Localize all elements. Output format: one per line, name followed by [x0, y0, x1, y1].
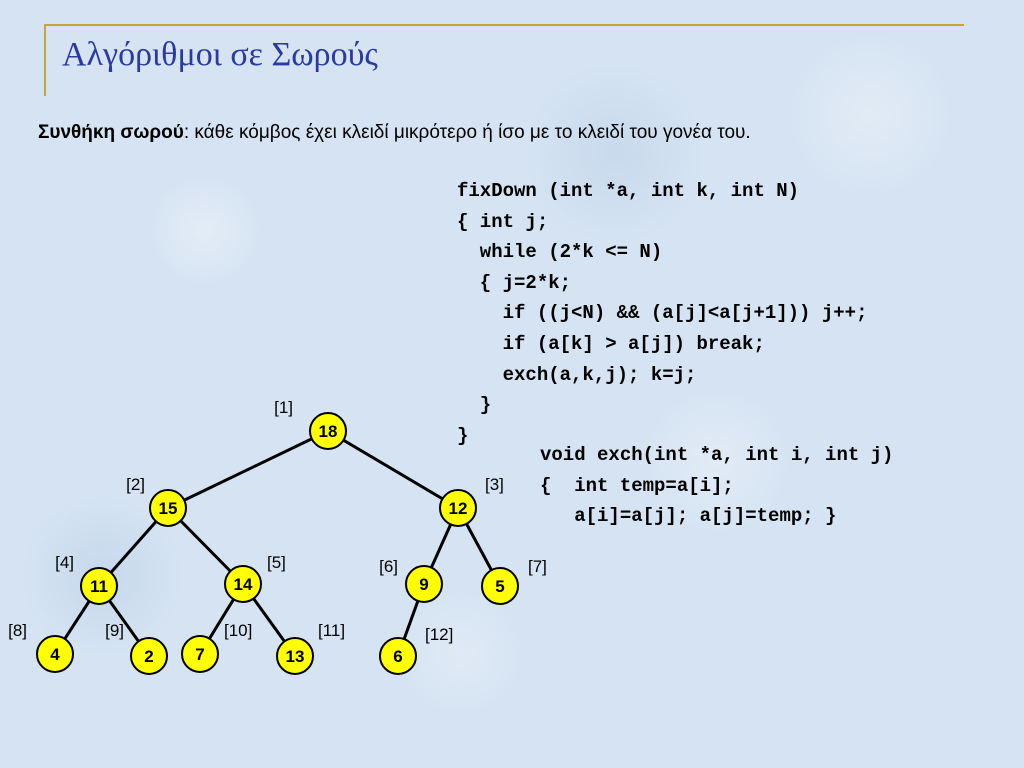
slide-title: Αλγόριθμοι σε Σωρούς — [62, 36, 378, 73]
fixdown-code-line: while (2*k <= N) — [457, 241, 663, 264]
heap-node-index: [10] — [224, 621, 253, 640]
heap-node-index: [3] — [485, 475, 504, 494]
fixdown-code-line: { int j; — [457, 210, 549, 233]
fixdown-code-line: } — [457, 394, 492, 417]
heap-node-key: 18 — [318, 422, 338, 441]
exch-code-line: a[i]=a[j]; a[j]=temp; } — [540, 505, 837, 528]
tree-edge — [168, 431, 328, 508]
heap-node-key: 12 — [448, 499, 468, 518]
heap-node-key: 7 — [195, 645, 205, 664]
heap-node-key: 13 — [285, 647, 305, 666]
heap-node-key: 4 — [50, 645, 60, 664]
exch-code-line: void exch(int *a, int i, int j) — [540, 444, 894, 466]
exch-code-line: { int temp=a[i]; — [540, 474, 734, 497]
heap-node-key: 14 — [233, 575, 253, 594]
heap-node-key: 9 — [419, 575, 429, 594]
fixdown-code-line: } — [457, 424, 469, 447]
heap-node-index: [6] — [379, 557, 398, 576]
heap-node-index: [1] — [274, 398, 293, 417]
fixdown-code-line: { j=2*k; — [457, 271, 572, 294]
heap-node-index: [12] — [425, 625, 454, 644]
heap-node-index: [11] — [318, 621, 346, 640]
heap-node-index: [9] — [105, 621, 124, 640]
heap-node-key: 6 — [393, 647, 403, 666]
tree-edge — [328, 431, 458, 508]
heap-node-index: [7] — [528, 557, 547, 576]
heap-condition-term: Συνθήκη σωρού — [38, 122, 184, 143]
fixdown-code-line: if (a[k] > a[j]) break; — [457, 332, 765, 355]
heap-node-index: [4] — [55, 553, 74, 572]
heap-node-key: 11 — [90, 577, 108, 596]
fixdown-code-line: fixDown (int *a, int k, int N) — [457, 180, 800, 202]
heap-condition-text: : κάθε κόμβος έχει κλειδί μικρότερο ή ίσο με το κλειδί του γονέα του. — [183, 122, 751, 143]
heap-node-key: 15 — [158, 499, 178, 518]
heap-node-index: [8] — [8, 621, 27, 640]
heap-node-key: 2 — [144, 647, 154, 666]
fixdown-code-line: if ((j<N) && (a[j]<a[j+1])) j++; — [457, 302, 868, 325]
fixdown-code-line: exch(a,k,j); k=j; — [457, 363, 697, 386]
heap-node-key: 5 — [495, 577, 505, 596]
heap-node-index: [2] — [126, 475, 145, 494]
heap-node-index: [5] — [267, 553, 286, 572]
